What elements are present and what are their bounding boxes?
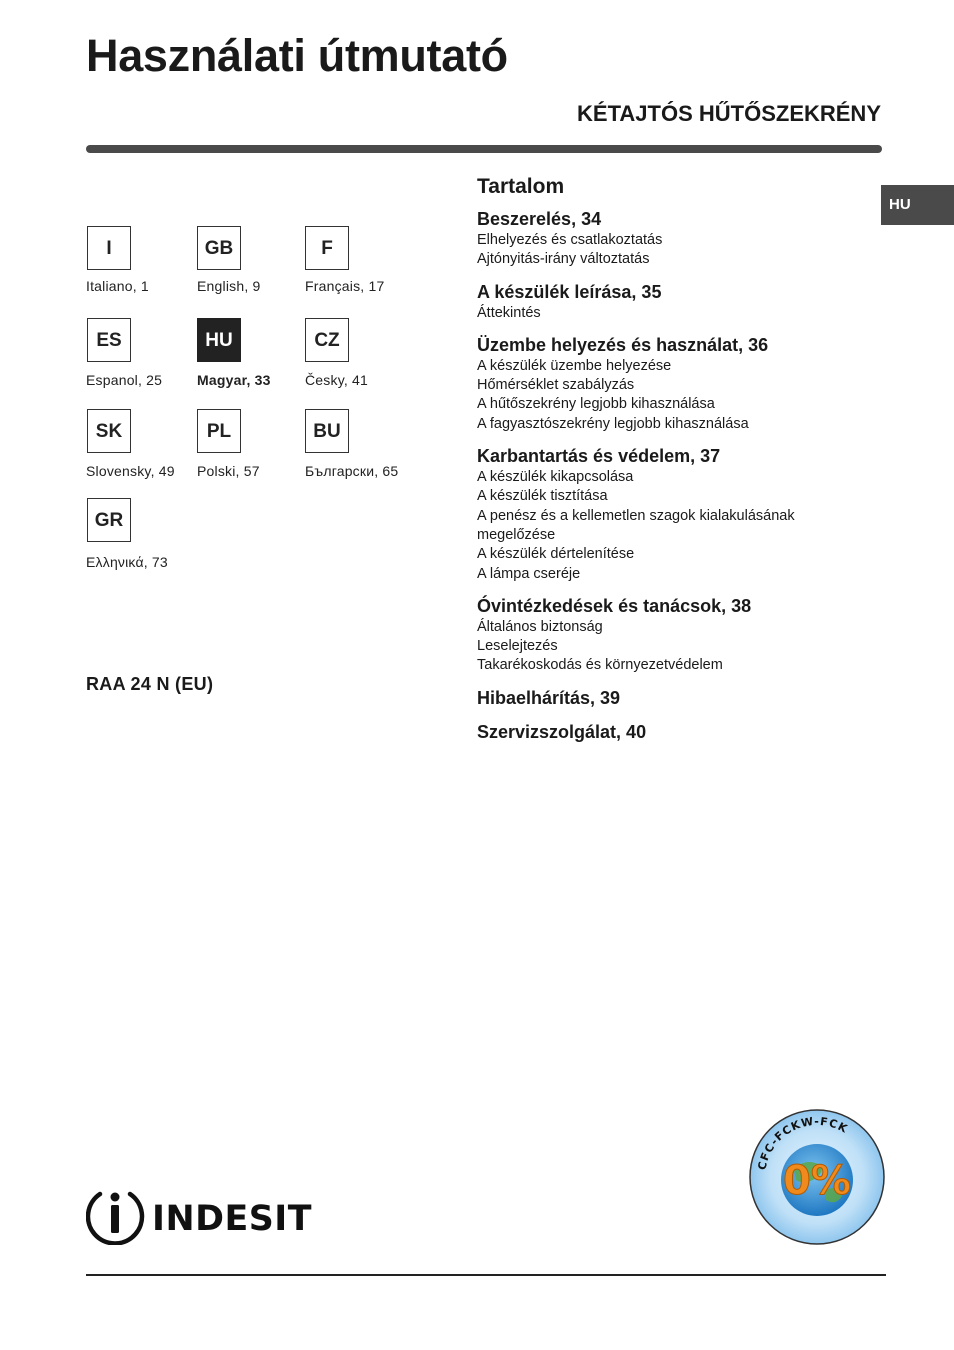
toc-sections (477, 207, 877, 744)
toc-item: Leselejtezés (477, 638, 558, 655)
toc-item: A hűtőszekrény legjobb kihasználása (477, 396, 715, 413)
language-code-pl: PL (197, 409, 241, 453)
product-subtitle: KÉTAJTÓS HŰTŐSZEKRÉNY (577, 101, 881, 126)
language-code-hu: HU (197, 318, 241, 362)
language-label-i: Italiano, 1 (86, 278, 149, 294)
toc-item: A fagyasztószekrény legjobb kihasználása (477, 415, 749, 432)
toc-item: Hőmérséklet szabályzás (477, 377, 635, 394)
language-label-gb: English, 9 (197, 278, 261, 294)
language-code-bu: BU (305, 409, 349, 453)
badge-center-text: 0% (783, 1158, 851, 1204)
brand-logo (86, 1183, 316, 1245)
toc-item: A készülék tisztítása (477, 488, 608, 505)
toc-item: megelőzése (477, 526, 556, 543)
toc-item: Ajtónyitás-irány változtatás (477, 251, 650, 268)
language-code-cz: CZ (305, 318, 349, 362)
toc-section (477, 444, 877, 584)
toc-section-title: A készülék leírása, 35 (477, 281, 662, 302)
indesit-i-logo-icon (86, 1183, 316, 1245)
toc-section-title: Beszerelés, 34 (477, 209, 602, 229)
model-number: RAA 24 N (EU) (86, 674, 214, 694)
toc-item: A készülék üzembe helyezése (477, 357, 672, 374)
toc-item: A készülék kikapcsolása (477, 469, 634, 486)
toc-section (477, 333, 877, 434)
toc-section-title: Szervizszolgálat, 40 (477, 721, 647, 742)
language-label-gr: Ελληνικά, 73 (86, 554, 168, 570)
toc-section (477, 207, 877, 270)
toc-section (477, 720, 877, 744)
toc-item: A lámpa cseréje (477, 565, 581, 582)
language-code-gr: GR (87, 498, 131, 542)
language-label-es: Espanol, 25 (86, 372, 163, 388)
language-label-cz: Česky, 41 (305, 372, 369, 388)
toc-section-title: Óvintézkedések és tanácsok, 38 (477, 595, 752, 616)
logo-wordmark: INDESIT (152, 1199, 312, 1239)
cfc-free-badge (748, 1108, 886, 1246)
toc-section (477, 594, 877, 676)
language-code-sk: SK (87, 409, 131, 453)
language-code-gb: GB (197, 226, 241, 270)
language-code-f: F (305, 226, 349, 270)
language-label-bu: Български, 65 (305, 463, 399, 479)
toc-item: Elhelyezés és csatlakoztatás (477, 232, 663, 248)
page-title: Használati útmutató (86, 30, 508, 81)
toc-section-title: Karbantartás és védelem, 37 (477, 446, 721, 467)
language-label-pl: Polski, 57 (197, 463, 260, 479)
toc-item: Takarékoskodás és környezetvédelem (477, 657, 723, 674)
toc-item: Áttekintés (477, 304, 541, 321)
toc-item: Általános biztonság (477, 618, 603, 635)
toc-section-title: Üzembe helyezés és használat, 36 (477, 334, 769, 355)
cfc-free-globe-icon (748, 1108, 886, 1246)
language-label-f: Français, 17 (305, 278, 385, 294)
footer-divider (86, 1274, 886, 1276)
badge-ring-text: CFC-FCKW-FCK (755, 1114, 851, 1172)
toc-item: A készülék dértelenítése (477, 546, 635, 563)
toc-section-title: Hibaelhárítás, 39 (477, 687, 621, 708)
table-of-contents (477, 175, 877, 754)
language-label-sk: Slovensky, 49 (86, 463, 175, 479)
toc-heading: Tartalom (477, 175, 565, 198)
language-tab-hu: HU (881, 185, 954, 225)
language-code-es: ES (87, 318, 131, 362)
header-divider (86, 145, 882, 153)
toc-section (477, 686, 877, 710)
toc-item: A penész és a kellemetlen szagok kialakulásának (477, 507, 795, 524)
language-label-hu: Magyar, 33 (197, 372, 271, 388)
language-code-i: I (87, 226, 131, 270)
toc-section (477, 280, 877, 323)
